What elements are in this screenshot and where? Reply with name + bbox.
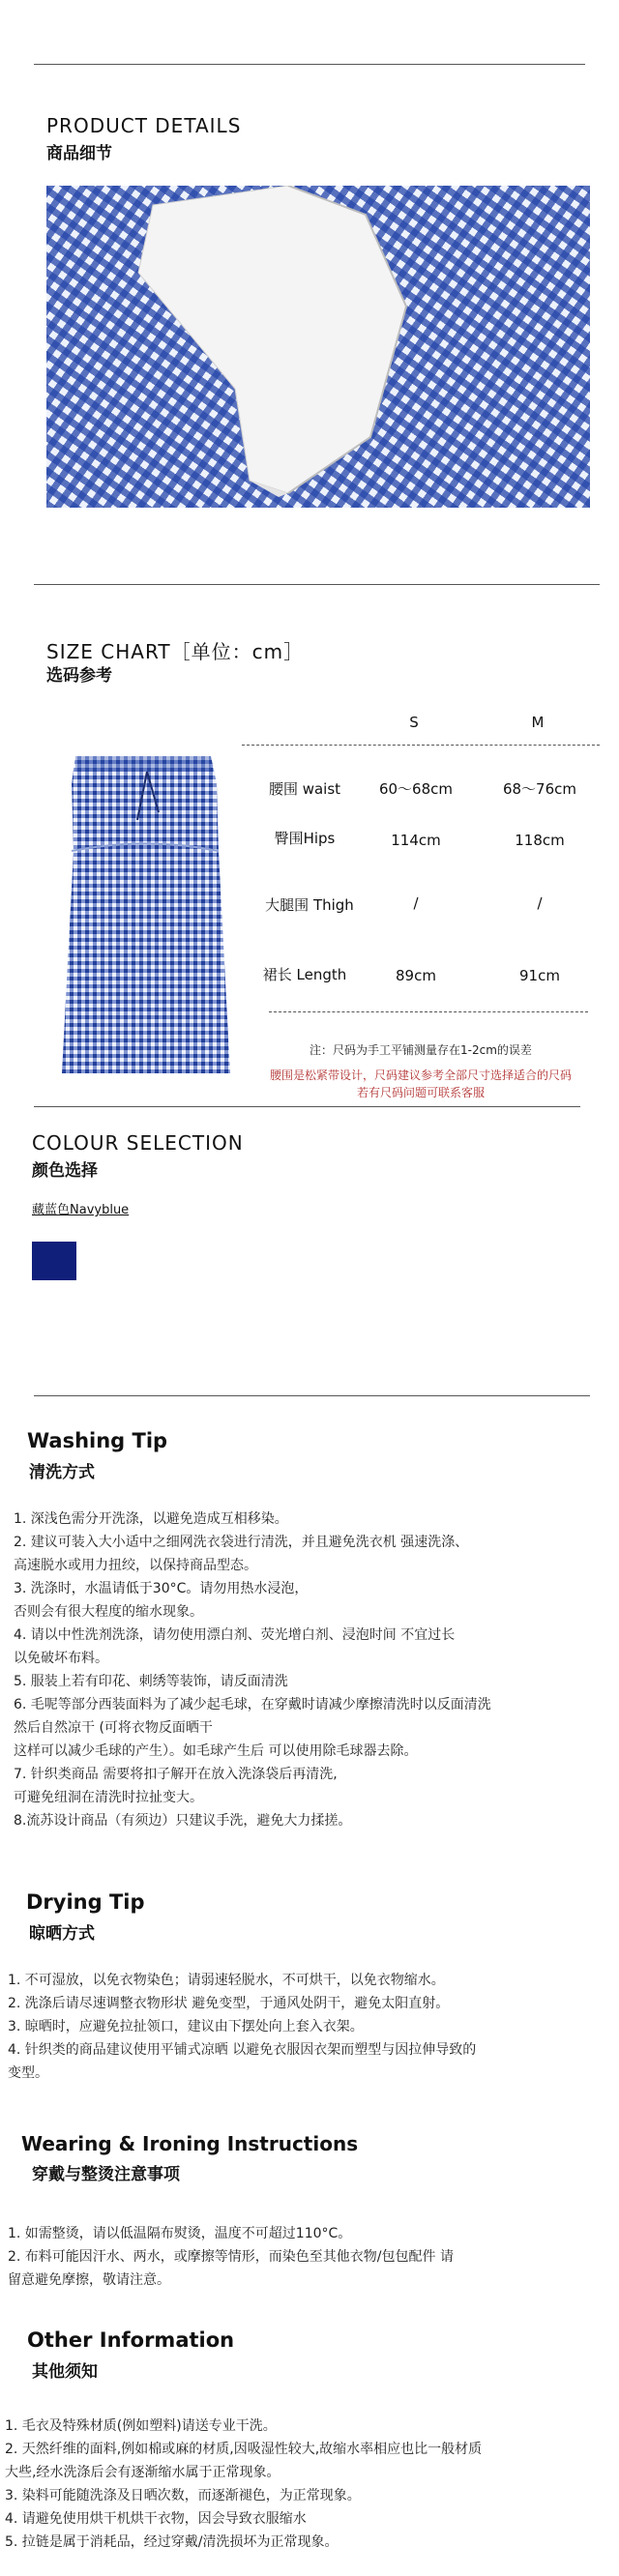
washing-tip-title: Washing Tip (27, 1429, 168, 1452)
colour-option-label[interactable]: 藏蓝色Navyblue (32, 1203, 130, 1217)
washing-line: 6. 毛呢等部分西装面料为了减少起毛球，在穿戴时请减少摩擦清洗时以反面清洗 (14, 1697, 491, 1712)
size-row-label: 大腿围 Thigh (265, 896, 354, 914)
size-divider-bottom (34, 1106, 580, 1107)
other-line: 2. 天然纤维的面料,例如棉或麻的材质,因吸湿性较大,故缩水率相应也比一般材质 (5, 2442, 483, 2457)
size-row-label: 臀围Hips (274, 830, 336, 847)
size-divider-top (34, 584, 600, 585)
size-measure-note: 注：尺码为手工平铺测量存在1-2cm的误差 (310, 1043, 532, 1057)
colour-swatch-navyblue[interactable] (32, 1242, 76, 1280)
size-row-s-value: 114cm (391, 832, 441, 849)
size-row-s-value: 89cm (396, 967, 436, 984)
size-footer-rule (269, 1011, 588, 1012)
drying-tip-title: Drying Tip (26, 1890, 145, 1914)
washing-line: 然后自然凉干 (可将衣物反面晒干 (14, 1720, 213, 1736)
other-line: 大些,经水洗涤后会有逐渐缩水属于正常现象。 (5, 2465, 280, 2480)
wearing-ironing-title: Wearing & Ironing Instructions (21, 2132, 359, 2155)
size-row-label: 腰围 waist (268, 780, 341, 798)
fabric-detail-photo (46, 186, 590, 508)
size-row-m-value: / (537, 894, 543, 912)
washing-line: 4. 请以中性洗剂洗涤，请勿使用漂白剂、荧光增白剂、浸泡时间 不宜过长 (14, 1627, 456, 1643)
wearing-ironing-subtitle: 穿戴与整烫注意事项 (32, 2165, 180, 2184)
drying-line: 变型。 (8, 2065, 48, 2081)
other-information-title: Other Information (27, 2328, 235, 2352)
washing-line: 否则会有很大程度的缩水现象。 (14, 1604, 203, 1620)
drying-line: 4. 针织类的商品建议使用平铺式凉晒 以避免衣服因衣架而塑型与因拉伸导致的 (8, 2042, 477, 2058)
washing-line: 8.流苏设计商品（有须边）只建议手洗，避免大力揉搓。 (14, 1813, 352, 1829)
size-advice-note: 腰围是松紧带设计，尺码建议参考全部尺寸选择适合的尺码 (269, 1068, 572, 1082)
washing-line: 3. 洗涤时，水温请低于30°C。请勿用热水浸泡， (14, 1581, 309, 1596)
washing-tip-subtitle: 清洗方式 (29, 1463, 95, 1482)
wearing-line: 1. 如需整烫，请以低温隔布熨烫，温度不可超过110°C。 (8, 2226, 352, 2241)
size-chart-title: SIZE CHART［单位：cm］ (46, 640, 305, 663)
washing-line: 高速脱水或用力扭绞，以保持商品型态。 (14, 1558, 257, 1573)
other-line: 4. 请避免使用烘干机烘干衣物，因会导致衣服缩水 (5, 2511, 307, 2527)
colour-selection-subtitle: 颜色选择 (32, 1161, 98, 1181)
washing-line: 7. 针织类商品 需要将扣子解开在放入洗涤袋后再清洗, (14, 1767, 338, 1782)
care-divider (34, 1395, 590, 1396)
product-details-subtitle: 商品细节 (46, 144, 112, 163)
drying-line: 2. 洗涤后请尽速调整衣物形状 避免变型，于通风处阴干，避免太阳直射。 (8, 1996, 450, 2011)
size-row-m-value: 91cm (519, 967, 560, 984)
drying-line: 1. 不可湿放，以免衣物染色；请弱速轻脱水，不可烘干，以免衣物缩水。 (8, 1973, 445, 1988)
size-col-m: M (531, 714, 545, 731)
other-line: 1. 毛衣及特殊材质(例如塑料)请送专业干洗。 (5, 2418, 277, 2434)
size-row-m-value: 68～76cm (502, 780, 577, 798)
product-details-title: PRODUCT DETAILS (46, 114, 242, 137)
drying-tip-list (8, 1969, 476, 2085)
size-row-s-value: 60～68cm (378, 780, 454, 798)
washing-line: 5. 服装上若有印花、刺绣等装饰，请反面清洗 (14, 1674, 288, 1689)
size-row-s-value: / (413, 894, 419, 912)
washing-line: 这样可以减少毛球的产生）。如毛球产生后 可以使用除毛球器去除。 (14, 1743, 418, 1759)
drying-line: 3. 晾晒时，应避免拉扯领口，建议由下摆处向上套入衣架。 (8, 2019, 364, 2034)
washing-line: 可避免纽洞在清洗时拉扯变大。 (14, 1790, 203, 1805)
size-row-label: 裙长 Length (262, 966, 347, 983)
washing-line: 2. 建议可装入大小适中之细网洗衣袋进行清洗，并且避免洗衣机 强速洗涤、 (14, 1535, 469, 1550)
wearing-ironing-list (8, 2222, 454, 2292)
wearing-line: 留意避免摩擦，敬请注意。 (8, 2272, 170, 2288)
size-header-rule (242, 745, 600, 746)
other-line: 3. 染料可能随洗涤及日晒次数，而逐渐褪色，为正常现象。 (5, 2488, 361, 2503)
size-chart-subtitle: 选码参考 (46, 666, 112, 686)
other-information-subtitle: 其他须知 (32, 2362, 98, 2382)
other-line: 5. 拉链是属于消耗品，经过穿戴/清洗损坏为正常现象。 (5, 2534, 339, 2550)
washing-line: 1. 深浅色需分开洗涤，以避免造成互相移染。 (14, 1511, 288, 1527)
size-col-s: S (409, 714, 419, 731)
size-contact-note: 若有尺码问题可联系客服 (356, 1086, 485, 1099)
washing-line: 以免破坏布料。 (14, 1651, 108, 1666)
skirt-product-photo (54, 745, 238, 1078)
washing-tip-list (14, 1508, 491, 1832)
top-divider (34, 64, 585, 65)
size-row-m-value: 118cm (515, 832, 565, 849)
wearing-line: 2. 布料可能因汗水、两水，或摩擦等情形，而染色至其他衣物/包包配件 请 (8, 2249, 454, 2265)
drying-tip-subtitle: 晾晒方式 (29, 1924, 95, 1944)
colour-selection-title: COLOUR SELECTION (32, 1131, 244, 1155)
other-information-list (5, 2415, 482, 2554)
